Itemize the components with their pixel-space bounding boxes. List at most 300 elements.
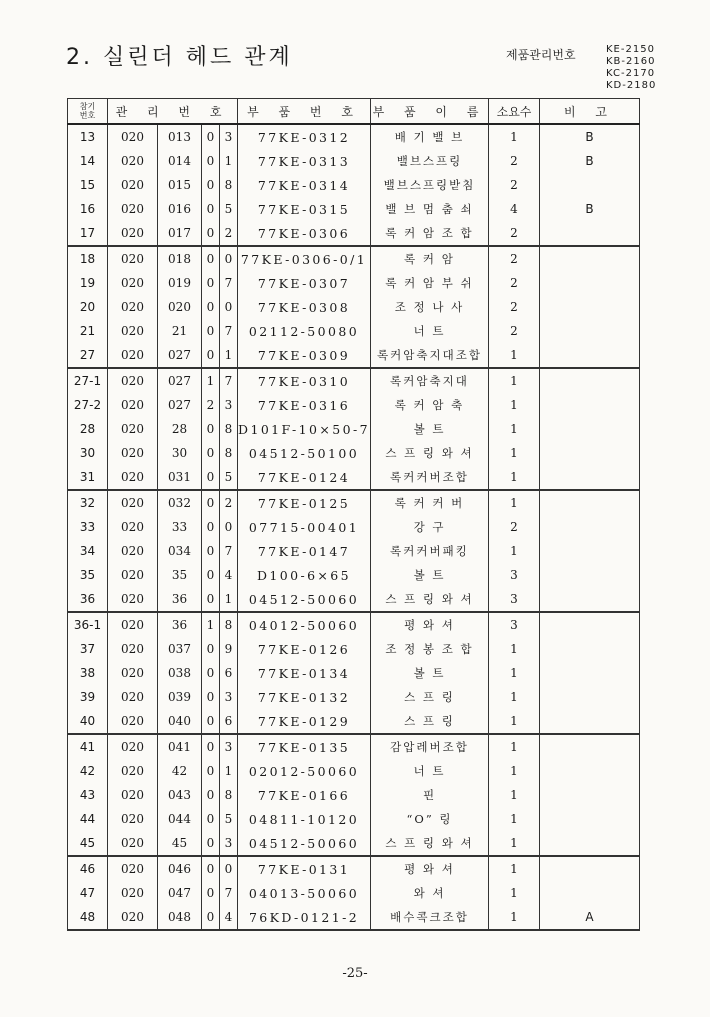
management-check-cell: 8 (220, 783, 238, 807)
management-check-cell: 7 (220, 539, 238, 563)
remarks-cell (540, 734, 640, 759)
header-part-number: 부 품 번 호 (238, 99, 371, 125)
management-group-cell: 020 (108, 734, 158, 759)
part-name-cell: 볼 트 (371, 417, 489, 441)
management-group-cell: 020 (108, 173, 158, 197)
table-row (68, 368, 640, 393)
management-sub-cell: 0 (202, 173, 220, 197)
part-name-cell: 와 셔 (371, 881, 489, 905)
management-check-cell: 7 (220, 271, 238, 295)
part-name-cell: 록커커버조합 (371, 465, 489, 490)
table-row (68, 881, 640, 905)
management-group-cell: 020 (108, 393, 158, 417)
remarks-cell (540, 393, 640, 417)
management-sub-cell: 0 (202, 149, 220, 173)
management-check-cell: 7 (220, 319, 238, 343)
management-item-cell: 42 (158, 759, 202, 783)
management-group-cell: 020 (108, 295, 158, 319)
part-number-cell: 77KE-0306-0/1 (238, 246, 371, 271)
part-number-cell: 77KE-0312 (238, 124, 371, 149)
management-check-cell: 2 (220, 490, 238, 515)
management-item-cell: 039 (158, 685, 202, 709)
management-check-cell: 4 (220, 905, 238, 930)
reference-number-cell: 13 (68, 124, 108, 149)
reference-number-cell: 35 (68, 563, 108, 587)
part-name-cell: 강 구 (371, 515, 489, 539)
management-sub-cell: 2 (202, 393, 220, 417)
reference-number-cell: 34 (68, 539, 108, 563)
table-row (68, 637, 640, 661)
quantity-cell: 3 (489, 563, 540, 587)
quantity-cell: 3 (489, 587, 540, 612)
part-number-cell: 77KE-0135 (238, 734, 371, 759)
management-group-cell: 020 (108, 221, 158, 246)
part-number-cell: 04512-50060 (238, 587, 371, 612)
management-group-cell: 020 (108, 709, 158, 734)
management-group-cell: 020 (108, 197, 158, 221)
part-name-cell: 스 프 링 (371, 709, 489, 734)
management-group-cell: 020 (108, 149, 158, 173)
part-number-cell: 77KE-0316 (238, 393, 371, 417)
table-row (68, 124, 640, 149)
remarks-cell (540, 515, 640, 539)
remarks-cell (540, 343, 640, 368)
remarks-cell (540, 685, 640, 709)
reference-number-cell: 44 (68, 807, 108, 831)
part-number-cell: 77KE-0147 (238, 539, 371, 563)
quantity-cell: 2 (489, 271, 540, 295)
remarks-cell (540, 441, 640, 465)
part-name-cell: 록커커버패킹 (371, 539, 489, 563)
quantity-cell: 1 (489, 490, 540, 515)
reference-number-cell: 47 (68, 881, 108, 905)
management-check-cell: 9 (220, 637, 238, 661)
part-name-cell: 밸브스프링받침 (371, 173, 489, 197)
management-sub-cell: 0 (202, 661, 220, 685)
remarks-cell (540, 246, 640, 271)
management-item-cell: 037 (158, 637, 202, 661)
part-number-cell: 77KE-0308 (238, 295, 371, 319)
management-item-cell: 36 (158, 587, 202, 612)
remarks-cell: B (540, 124, 640, 149)
management-group-cell: 020 (108, 783, 158, 807)
management-group-cell: 020 (108, 881, 158, 905)
quantity-cell: 1 (489, 881, 540, 905)
management-check-cell: 0 (220, 246, 238, 271)
management-check-cell: 3 (220, 685, 238, 709)
management-item-cell: 046 (158, 856, 202, 881)
part-name-cell: 조 정 봉 조 합 (371, 637, 489, 661)
remarks-cell (540, 271, 640, 295)
part-name-cell: “O” 링 (371, 807, 489, 831)
management-check-cell: 5 (220, 197, 238, 221)
management-group-cell: 020 (108, 637, 158, 661)
table-row (68, 343, 640, 368)
quantity-cell: 1 (489, 465, 540, 490)
reference-number-cell: 27-1 (68, 368, 108, 393)
reference-number-cell: 41 (68, 734, 108, 759)
part-name-cell: 너 트 (371, 759, 489, 783)
management-group-cell: 020 (108, 319, 158, 343)
remarks-cell (540, 587, 640, 612)
management-item-cell: 35 (158, 563, 202, 587)
management-item-cell: 016 (158, 197, 202, 221)
reference-number-cell: 27-2 (68, 393, 108, 417)
reference-number-cell: 31 (68, 465, 108, 490)
remarks-cell (540, 221, 640, 246)
part-name-cell: 감압레버조합 (371, 734, 489, 759)
reference-number-cell: 32 (68, 490, 108, 515)
quantity-cell: 1 (489, 441, 540, 465)
management-check-cell: 0 (220, 856, 238, 881)
part-number-cell: 77KE-0129 (238, 709, 371, 734)
management-check-cell: 0 (220, 295, 238, 319)
table-row (68, 271, 640, 295)
part-number-cell: 07715-00401 (238, 515, 371, 539)
remarks-cell (540, 709, 640, 734)
management-sub-cell: 0 (202, 685, 220, 709)
management-group-cell: 020 (108, 856, 158, 881)
reference-number-cell: 40 (68, 709, 108, 734)
management-sub-cell: 0 (202, 343, 220, 368)
reference-number-cell: 20 (68, 295, 108, 319)
part-name-cell: 볼 트 (371, 661, 489, 685)
reference-number-cell: 14 (68, 149, 108, 173)
remarks-cell (540, 881, 640, 905)
management-sub-cell: 0 (202, 539, 220, 563)
page-title: 2. 실린더 헤드 관계 (66, 45, 293, 70)
reference-number-cell: 36-1 (68, 612, 108, 637)
reference-number-cell: 33 (68, 515, 108, 539)
table-row (68, 197, 640, 221)
part-name-cell: 록 커 암 조 합 (371, 221, 489, 246)
management-group-cell: 020 (108, 271, 158, 295)
quantity-cell: 1 (489, 343, 540, 368)
remarks-cell (540, 465, 640, 490)
management-group-cell: 020 (108, 539, 158, 563)
management-sub-cell: 0 (202, 197, 220, 221)
table-row (68, 221, 640, 246)
quantity-cell: 2 (489, 149, 540, 173)
reference-number-cell: 43 (68, 783, 108, 807)
quantity-cell: 2 (489, 295, 540, 319)
management-check-cell: 4 (220, 563, 238, 587)
management-item-cell: 28 (158, 417, 202, 441)
part-name-cell: 평 와 셔 (371, 612, 489, 637)
part-name-cell: 핀 (371, 783, 489, 807)
management-item-cell: 034 (158, 539, 202, 563)
management-item-cell: 040 (158, 709, 202, 734)
quantity-cell: 1 (489, 734, 540, 759)
part-name-cell: 록커암축지대 (371, 368, 489, 393)
management-sub-cell: 0 (202, 905, 220, 930)
remarks-cell (540, 856, 640, 881)
reference-number-cell: 27 (68, 343, 108, 368)
table-row (68, 319, 640, 343)
management-sub-cell: 0 (202, 881, 220, 905)
remarks-cell (540, 612, 640, 637)
part-name-cell: 록 커 암 (371, 246, 489, 271)
quantity-cell: 1 (489, 709, 540, 734)
management-sub-cell: 0 (202, 587, 220, 612)
management-item-cell: 013 (158, 124, 202, 149)
part-number-cell: 76KD-0121-2 (238, 905, 371, 930)
table-row (68, 173, 640, 197)
management-check-cell: 1 (220, 149, 238, 173)
management-item-cell: 018 (158, 246, 202, 271)
part-name-cell: 볼 트 (371, 563, 489, 587)
management-sub-cell: 0 (202, 515, 220, 539)
management-item-cell: 048 (158, 905, 202, 930)
part-number-cell: 02012-50060 (238, 759, 371, 783)
quantity-cell: 2 (489, 173, 540, 197)
table-row (68, 905, 640, 930)
management-check-cell: 6 (220, 709, 238, 734)
management-sub-cell: 0 (202, 417, 220, 441)
part-name-cell: 밸 브 멈 춤 쇠 (371, 197, 489, 221)
management-group-cell: 020 (108, 563, 158, 587)
table-row (68, 831, 640, 856)
part-number-cell: D100-6×65 (238, 563, 371, 587)
management-check-cell: 2 (220, 221, 238, 246)
management-item-cell: 041 (158, 734, 202, 759)
reference-number-cell: 21 (68, 319, 108, 343)
management-item-cell: 044 (158, 807, 202, 831)
part-number-cell: 77KE-0315 (238, 197, 371, 221)
table-row (68, 149, 640, 173)
header-remarks: 비 고 (540, 99, 640, 125)
reference-number-cell: 15 (68, 173, 108, 197)
remarks-cell (540, 539, 640, 563)
quantity-cell: 1 (489, 831, 540, 856)
table-row (68, 685, 640, 709)
reference-number-cell: 48 (68, 905, 108, 930)
table-row (68, 661, 640, 685)
management-group-cell: 020 (108, 831, 158, 856)
table-row (68, 759, 640, 783)
part-number-cell: 77KE-0307 (238, 271, 371, 295)
remarks-cell: A (540, 905, 640, 930)
management-item-cell: 027 (158, 393, 202, 417)
part-number-cell: 77KE-0132 (238, 685, 371, 709)
part-number-cell: 77KE-0310 (238, 368, 371, 393)
remarks-cell (540, 490, 640, 515)
management-group-cell: 020 (108, 124, 158, 149)
quantity-cell: 1 (489, 637, 540, 661)
part-number-cell: 04811-10120 (238, 807, 371, 831)
remarks-cell (540, 563, 640, 587)
management-check-cell: 3 (220, 393, 238, 417)
management-sub-cell: 0 (202, 734, 220, 759)
header-part-name: 부 품 이 름 (371, 99, 489, 125)
table-row (68, 295, 640, 319)
model-code: KB-2160 (606, 56, 656, 67)
management-check-cell: 5 (220, 807, 238, 831)
reference-number-cell: 38 (68, 661, 108, 685)
table-row (68, 734, 640, 759)
quantity-cell: 1 (489, 539, 540, 563)
management-group-cell: 020 (108, 441, 158, 465)
management-group-cell: 020 (108, 490, 158, 515)
reference-number-cell: 42 (68, 759, 108, 783)
management-check-cell: 3 (220, 734, 238, 759)
management-check-cell: 1 (220, 759, 238, 783)
remarks-cell (540, 417, 640, 441)
part-name-cell: 스 프 링 와 셔 (371, 441, 489, 465)
management-check-cell: 8 (220, 612, 238, 637)
model-list (606, 44, 656, 92)
remarks-cell (540, 661, 640, 685)
management-item-cell: 019 (158, 271, 202, 295)
remarks-cell: B (540, 197, 640, 221)
quantity-cell: 2 (489, 515, 540, 539)
reference-number-cell: 39 (68, 685, 108, 709)
management-group-cell: 020 (108, 465, 158, 490)
part-name-cell: 배수콕크조합 (371, 905, 489, 930)
management-sub-cell: 0 (202, 490, 220, 515)
reference-number-cell: 46 (68, 856, 108, 881)
quantity-cell: 1 (489, 807, 540, 831)
management-sub-cell: 0 (202, 759, 220, 783)
management-group-cell: 020 (108, 515, 158, 539)
management-check-cell: 5 (220, 465, 238, 490)
management-item-cell: 027 (158, 343, 202, 368)
management-item-cell: 33 (158, 515, 202, 539)
table-row (68, 612, 640, 637)
management-item-cell: 020 (158, 295, 202, 319)
management-group-cell: 020 (108, 759, 158, 783)
management-sub-cell: 0 (202, 709, 220, 734)
part-number-cell: 77KE-0124 (238, 465, 371, 490)
product-number-label: 제품관리번호 (506, 48, 576, 62)
management-group-cell: 020 (108, 807, 158, 831)
table-row (68, 515, 640, 539)
part-name-cell: 록커암축지대조합 (371, 343, 489, 368)
management-group-cell: 020 (108, 343, 158, 368)
table-row (68, 807, 640, 831)
management-item-cell: 21 (158, 319, 202, 343)
quantity-cell: 1 (489, 393, 540, 417)
remarks-cell: B (540, 149, 640, 173)
reference-number-cell: 16 (68, 197, 108, 221)
part-number-cell: D101F-10×50-7 (238, 417, 371, 441)
part-number-cell: 77KE-0313 (238, 149, 371, 173)
quantity-cell: 1 (489, 783, 540, 807)
quantity-cell: 4 (489, 197, 540, 221)
remarks-cell (540, 368, 640, 393)
table-row (68, 856, 640, 881)
reference-number-cell: 36 (68, 587, 108, 612)
management-group-cell: 020 (108, 905, 158, 930)
management-sub-cell: 0 (202, 465, 220, 490)
management-check-cell: 8 (220, 441, 238, 465)
management-sub-cell: 0 (202, 319, 220, 343)
table-row (68, 783, 640, 807)
table-row (68, 393, 640, 417)
part-number-cell: 77KE-0126 (238, 637, 371, 661)
quantity-cell: 1 (489, 856, 540, 881)
management-check-cell: 1 (220, 343, 238, 368)
model-code: KC-2170 (606, 68, 656, 79)
management-check-cell: 0 (220, 515, 238, 539)
management-item-cell: 014 (158, 149, 202, 173)
management-item-cell: 043 (158, 783, 202, 807)
remarks-cell (540, 759, 640, 783)
management-item-cell: 30 (158, 441, 202, 465)
table-row (68, 563, 640, 587)
table-row (68, 441, 640, 465)
management-sub-cell: 0 (202, 563, 220, 587)
management-item-cell: 031 (158, 465, 202, 490)
management-sub-cell: 0 (202, 221, 220, 246)
management-item-cell: 36 (158, 612, 202, 637)
remarks-cell (540, 295, 640, 319)
part-name-cell: 스 프 링 와 셔 (371, 831, 489, 856)
reference-number-cell: 17 (68, 221, 108, 246)
part-number-cell: 77KE-0166 (238, 783, 371, 807)
management-sub-cell: 0 (202, 124, 220, 149)
quantity-cell: 1 (489, 417, 540, 441)
table-header-row (68, 99, 640, 125)
management-sub-cell: 1 (202, 612, 220, 637)
quantity-cell: 1 (489, 368, 540, 393)
reference-number-cell: 45 (68, 831, 108, 856)
header-management-number: 관 리 번 호 (108, 99, 238, 125)
management-group-cell: 020 (108, 368, 158, 393)
management-group-cell: 020 (108, 417, 158, 441)
reference-number-cell: 19 (68, 271, 108, 295)
management-sub-cell: 0 (202, 271, 220, 295)
management-sub-cell: 0 (202, 637, 220, 661)
management-sub-cell: 0 (202, 831, 220, 856)
management-check-cell: 6 (220, 661, 238, 685)
table-row (68, 465, 640, 490)
remarks-cell (540, 831, 640, 856)
table-row (68, 246, 640, 271)
part-number-cell: 04012-50060 (238, 612, 371, 637)
management-item-cell: 038 (158, 661, 202, 685)
quantity-cell: 2 (489, 221, 540, 246)
management-group-cell: 020 (108, 685, 158, 709)
header-seq: 참기 번호 (68, 99, 108, 125)
management-check-cell: 7 (220, 881, 238, 905)
part-name-cell: 조 정 나 사 (371, 295, 489, 319)
remarks-cell (540, 807, 640, 831)
reference-number-cell: 37 (68, 637, 108, 661)
part-name-cell: 스 프 링 와 셔 (371, 587, 489, 612)
remarks-cell (540, 319, 640, 343)
management-item-cell: 45 (158, 831, 202, 856)
table-row (68, 417, 640, 441)
management-sub-cell: 1 (202, 368, 220, 393)
table-row (68, 587, 640, 612)
part-number-cell: 77KE-0306 (238, 221, 371, 246)
quantity-cell: 2 (489, 246, 540, 271)
management-check-cell: 3 (220, 831, 238, 856)
part-number-cell: 04013-50060 (238, 881, 371, 905)
model-code: KE-2150 (606, 44, 655, 55)
quantity-cell: 1 (489, 685, 540, 709)
page-number: -25- (342, 966, 368, 981)
management-sub-cell: 0 (202, 441, 220, 465)
model-code: KD-2180 (606, 80, 657, 91)
management-item-cell: 017 (158, 221, 202, 246)
quantity-cell: 1 (489, 124, 540, 149)
management-check-cell: 8 (220, 173, 238, 197)
part-number-cell: 77KE-0309 (238, 343, 371, 368)
part-number-cell: 04512-50100 (238, 441, 371, 465)
part-name-cell: 록 커 커 버 (371, 490, 489, 515)
